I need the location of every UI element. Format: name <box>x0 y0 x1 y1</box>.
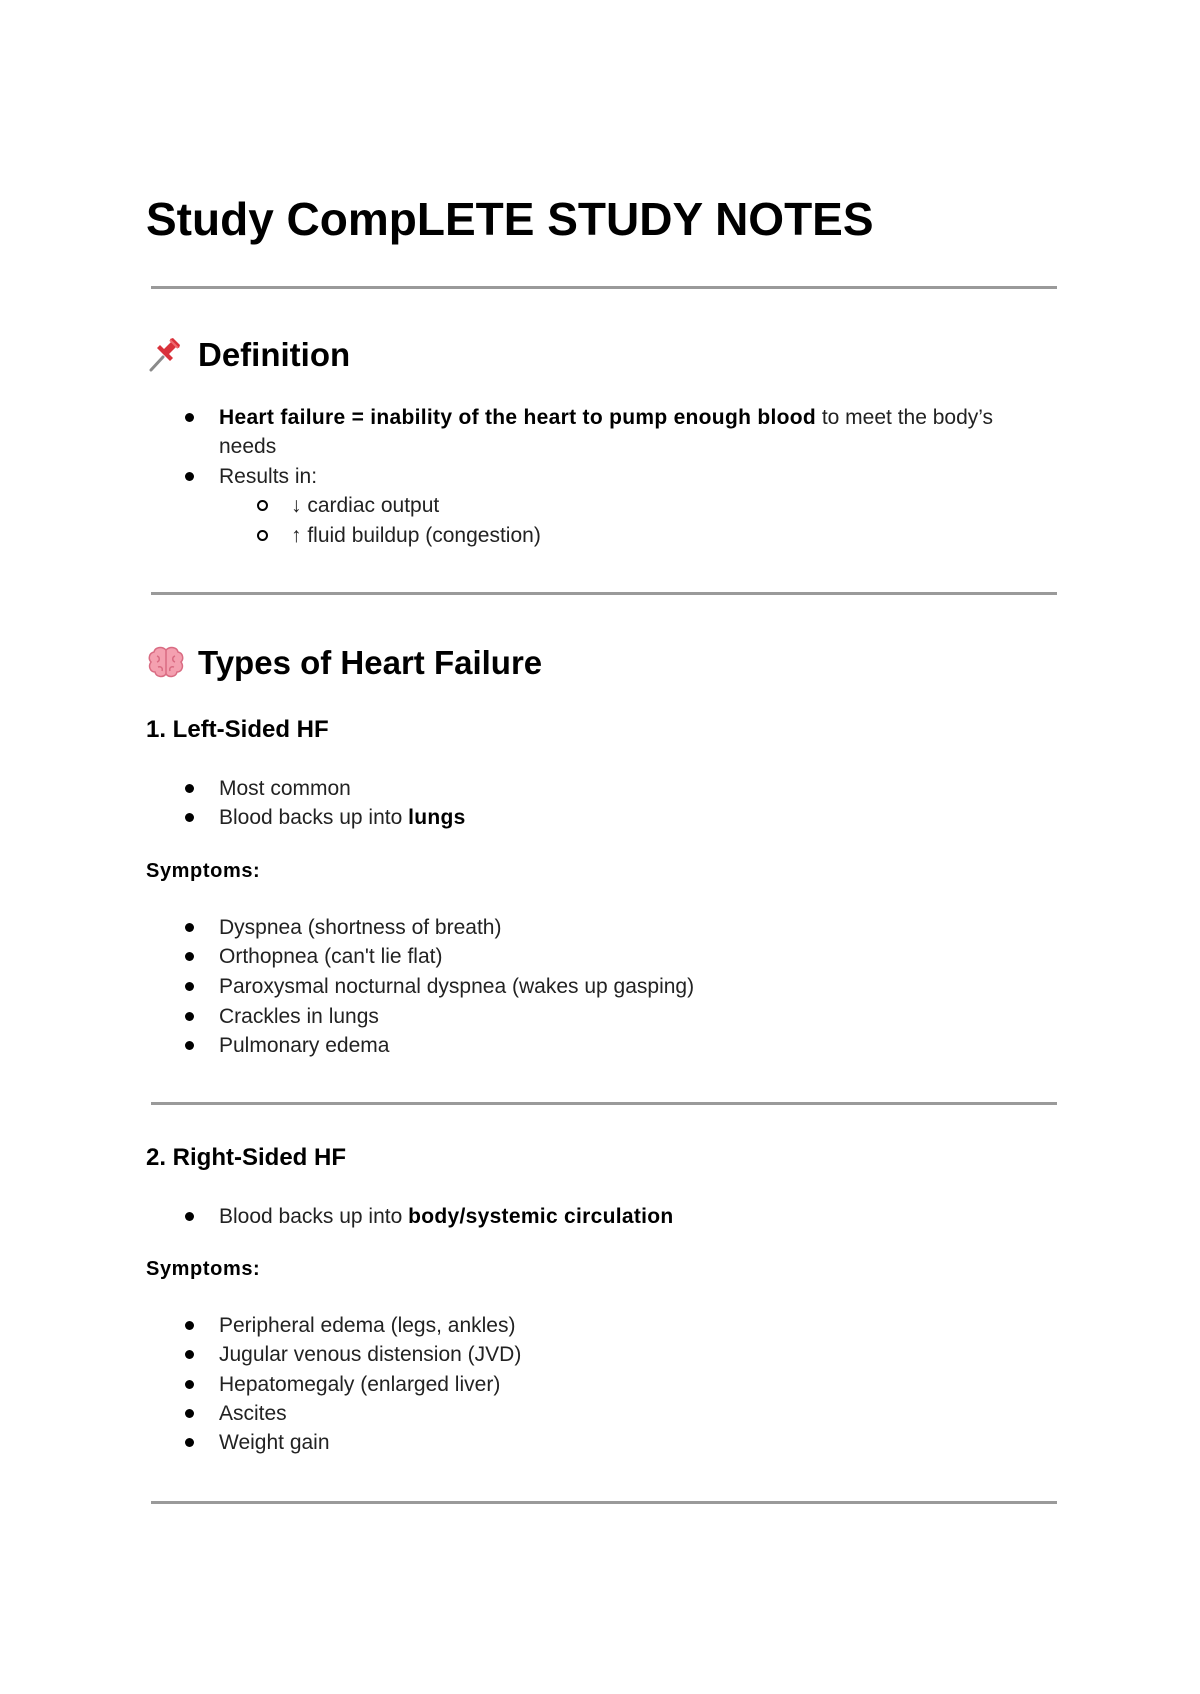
bullet-icon <box>185 813 194 822</box>
left-sided-heading: 1. Left-Sided HF <box>146 716 329 743</box>
horizontal-rule <box>151 592 1057 595</box>
definition-bold-text: Heart failure = inability of the heart to pump enough blood <box>219 406 816 429</box>
list-item: Paroxysmal nocturnal dyspnea (wakes up gasping) <box>219 975 695 998</box>
bullet-icon <box>185 413 194 422</box>
list-item: Hepatomegaly (enlarged liver) <box>219 1373 501 1396</box>
definition-heading <box>146 334 350 375</box>
list-item: Most common <box>219 777 351 800</box>
definition-heading-text: Definition <box>198 336 351 373</box>
list-item: Weight gain <box>219 1431 330 1454</box>
list-item: Pulmonary edema <box>219 1034 390 1057</box>
definition-rest-text: to meet the body’s <box>815 406 994 429</box>
bullet-icon <box>185 784 194 793</box>
bullet-icon <box>185 1438 194 1447</box>
bullet-icon <box>185 1350 194 1359</box>
bullet-icon <box>185 1380 194 1389</box>
bullet-icon <box>185 1409 194 1418</box>
right-sided-heading: 2. Right-Sided HF <box>146 1144 346 1171</box>
horizontal-rule <box>151 1102 1057 1105</box>
bullet-icon <box>185 982 194 991</box>
list-item: Orthopnea (can't lie flat) <box>219 945 443 968</box>
list-item-text: Blood backs up into <box>219 806 409 829</box>
list-item-bold: lungs <box>408 806 466 829</box>
list-item-bold: body/systemic circulation <box>408 1205 674 1228</box>
sub-bullet-icon <box>257 530 268 541</box>
sub-bullet-icon <box>257 500 268 511</box>
bullet-icon <box>185 1321 194 1330</box>
list-item: Jugular venous distension (JVD) <box>219 1343 522 1366</box>
symptoms-label: Symptoms: <box>146 1258 261 1280</box>
bullet-icon <box>185 472 194 481</box>
list-item: Peripheral edema (legs, ankles) <box>219 1314 516 1337</box>
list-item-continuation: needs <box>219 435 277 458</box>
list-item: Crackles in lungs <box>219 1005 379 1028</box>
bullet-icon <box>185 952 194 961</box>
pushpin-icon <box>146 334 186 374</box>
sub-list-item: ↑ fluid buildup (congestion) <box>291 524 541 547</box>
horizontal-rule <box>151 1501 1057 1504</box>
list-item-text: Blood backs up into <box>219 1205 409 1228</box>
list-item <box>219 1202 674 1231</box>
bullet-icon <box>185 1041 194 1050</box>
sub-list-item: ↓ cardiac output <box>291 494 440 517</box>
list-item <box>219 403 993 432</box>
list-item: Dyspnea (shortness of breath) <box>219 916 502 939</box>
bullet-icon <box>185 923 194 932</box>
document-title: Study CompLETE STUDY NOTES <box>146 193 874 245</box>
bullet-icon <box>185 1212 194 1221</box>
list-item <box>219 803 466 832</box>
symptoms-label: Symptoms: <box>146 860 261 882</box>
types-heading <box>146 642 542 683</box>
list-item: Results in: <box>219 465 318 488</box>
bullet-icon <box>185 1012 194 1021</box>
horizontal-rule <box>151 286 1057 289</box>
brain-icon <box>146 642 186 682</box>
types-heading-text: Types of Heart Failure <box>198 644 543 681</box>
list-item: Ascites <box>219 1402 287 1425</box>
